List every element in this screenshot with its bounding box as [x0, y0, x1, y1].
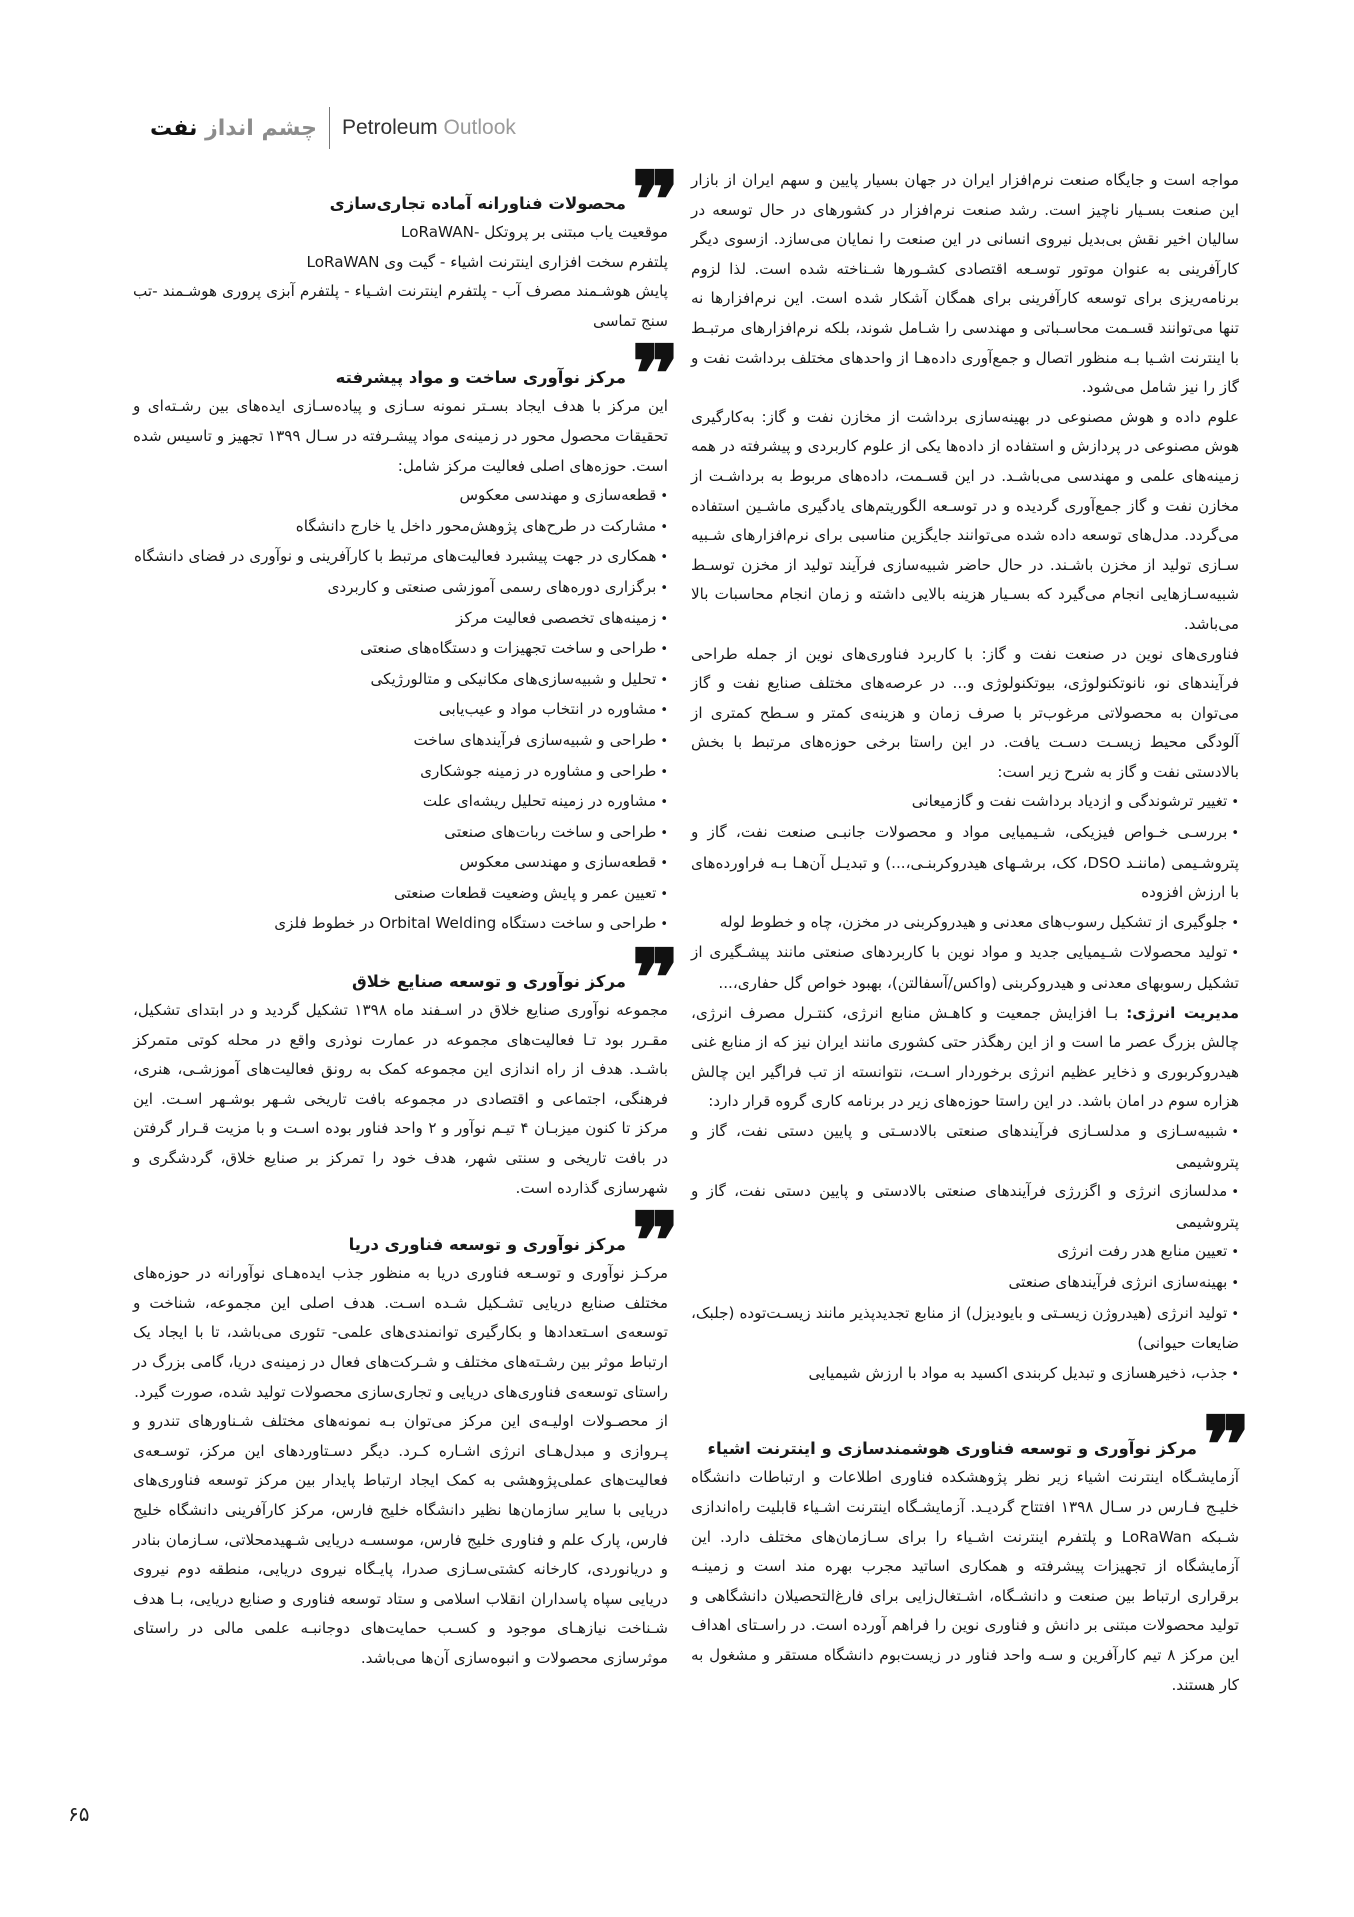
quote-icon: ❞: [631, 1196, 671, 1288]
bullet-icon: •: [660, 825, 668, 841]
list-item-text: قطعه‌سازی و مهندسی معکوس: [459, 853, 657, 872]
marine-section-heading: [133, 1196, 671, 1288]
list-item-text: قطعه‌سازی و مهندسی معکوس: [459, 486, 657, 505]
quote-icon: ❞: [1202, 1400, 1242, 1492]
section-title: مرکز نوآوری و توسعه فناوری دریا: [348, 1235, 627, 1255]
list-item: [133, 726, 668, 757]
list-item-text: تحلیل و شبیه‌سازی‌های مکانیکی و متالورژیکی: [370, 669, 657, 688]
list-item: [133, 665, 668, 696]
bullet-icon: •: [660, 703, 668, 719]
list-item-text: مشاوره در زمینه تحلیل ریشه‌ای علت: [422, 792, 657, 811]
list-item: [691, 1359, 1239, 1390]
list-item-text: شبیه‌سـازی و مدلسـازی فرآیندهای صنعتی بالادسـتی و پایین دستی نفت، گاز و پتروشیمی: [691, 1122, 1239, 1171]
bullet-icon: •: [1231, 1185, 1239, 1201]
list-item: [133, 634, 668, 665]
list-item-text: طراحی و ساخت ربات‌های صنعتی: [444, 822, 657, 841]
product-line: پلتفرم سخت افزاری اینترنت اشیاء - گیت وی LoRaWAN: [306, 252, 668, 271]
materials-paragraph: این مرکز با هدف ایجاد بسـتر نمونه سـازی و پیاده‌سـازی ایده‌های بین رشـته‌ای و تحقیقات محصول محور در زمینه‌ی مواد پیشـرفته در سـال ۱۳۹۹ تجهیز و تاسیس شده است. حوزه‌های اصلی فعالیت مرکز شامل:: [133, 397, 669, 475]
list-item-text: مدلسازی انرژی و اگزرژی فرآیندهای صنعتی بالادستی و پایین دستی نفت، گاز و پتروشیمی: [691, 1182, 1239, 1231]
list-item: [133, 848, 668, 879]
bullet-icon: •: [1231, 1306, 1239, 1322]
iot-paragraph: آزمایشـگاه اینترنت اشیاء زیر نظر پژوهشکده فناوری اطلاعات و ارتباطات دانشگاه خلیـج فـارس در سـال ۱۳۹۸ افتتاح گردیـد. آزمایشـگاه اینترنت اشـیاء قابلیت راه‌اندازی شـبکه LoRaWan و پلتفرم اینترنت اشـیاء را برای سـازمان‌های مختلف دارد. این آزمایشگاه از تجهیزات پیشرفته و همکاری اساتید مجرب بهره مند است و زمینـه برقراری ارتباط بین صنعت و دانشـگاه، اشـتغال‌زایی برای فارغ‌التحصیلان دانشگاهی و تولید محصولات مبتنی بر دانش و فناوری نوین را فراهم آورده است. در راسـتای اهداف این مرکز ۸ تیم کارآفرین و سـه واحد فناور در زیست‌بوم دانشگاه مستقر و مشغول به کار هستند.: [691, 1468, 1239, 1694]
bullet-icon: •: [1231, 826, 1239, 842]
list-item: [691, 1117, 1239, 1177]
list-item-text: جذب، ذخیرهسازی و تبدیل کربندی اکسید به مواد با ارزش شیمیایی: [808, 1363, 1228, 1382]
list-item-text: تولید محصولات شـیمیایی جدید و مواد نوین با کاربردهای صنعتی مانند پیشـگیری از تشکیل رسوبهای معدنی و هیدروکربنی (واکس/آسفالتن)، بهبود خواص گل حفاری،...: [691, 943, 1239, 993]
list-item: [133, 879, 668, 910]
list-item-text: برگزاری دوره‌های رسمی آموزشی صنعتی و کاربردی: [327, 577, 657, 596]
bullet-icon: •: [660, 917, 668, 933]
header-divider: [329, 107, 330, 149]
bullet-icon: •: [660, 550, 668, 566]
section-title: مرکز نوآوری و توسعه فناوری هوشمندسازی و اینترنت اشیاء: [707, 1439, 1198, 1459]
creative-paragraph: مجموعه نوآوری صنایع خلاق در اسـفند ماه ۱۳۹۸ تشکیل گردید و در ابتدای تشکیل، مقـرر بود تـا فعالیت‌های مجموعه در عمارت نوذری واقع در محله کوتی متمرکز باشـد. هدف از راه اندازی این مجموعه کمک به رونق فعالیت‌های آموزشـی، هنری، فرهنگی، اجتماعی و اقتصادی در مجموعه بافت تاریخی شـهر بوشـهر اسـت. این مرکز تا کنون میزبـان ۴ تیـم نوآور و ۲ واحد فناور بوده اسـت و با مزیت قـرار گرفتن در بافت تاریخی و سنتی شهر، هدف خود را تمرکز بر صنایع خلاق، گردشگری و شهرسازی گذارده است.: [133, 1001, 668, 1197]
section-title: محصولات فناورانه آماده تجاری‌سازی: [329, 194, 627, 213]
list-item: [133, 512, 668, 543]
product-line: پایش هوشـمند مصرف آب - پلتفرم اینترنت اشـیاء - پلتفرم آبزی پروری هوشـمند -تب سنج تماسی: [133, 282, 668, 330]
energy-paragraph: [691, 999, 1239, 1117]
list-item: [133, 757, 668, 788]
bullet-icon: •: [660, 733, 668, 749]
list-item-text: تعیین منابع هدر رفت انرژی: [1057, 1242, 1228, 1261]
list-item: [133, 818, 668, 849]
list-item: [133, 787, 668, 818]
list-item-text: مشارکت در طرح‌های پژوهش‌محور داخل یا خارج دانشگاه: [295, 516, 657, 535]
brand-english: [342, 116, 516, 140]
list-item: [133, 481, 668, 512]
marine-paragraph-1: مرکـز نوآوری و توسـعه فناوری دریا به منظور جذب ایده‌هـای نوآورانه در حوزه‌های مختلف صنایع دریایی تشـکیل شـده اسـت. هدف اصلی این مجموعه، شناخت و توسعه‌ی اسـتعدادها و بکارگیری توانمندی‌های علمی- تئوری می‌باشد، تا با ایجاد یک ارتباط موثر بین رشـته‌های مختلف و شـرکت‌های فعال در زمینه‌ی دریا، گامی بزرگ در راستای توسعه‌ی فناوری‌های دریایی و تجاری‌سازی محصولات تولید شده، صورت گیرد.: [133, 1264, 668, 1401]
list-item-text: طراحی و مشاوره در زمینه جوشکاری: [420, 761, 657, 780]
list-item: [691, 1177, 1239, 1237]
list-item: [691, 818, 1239, 908]
list-item-text: زمینه‌های تخصصی فعالیت مرکز: [456, 608, 657, 627]
list-item-text: جلوگیری از تشکیل رسوب‌های معدنی و هیدروکربنی در مخزن، چاه و خطوط لوله: [719, 912, 1228, 931]
bullet-icon: •: [660, 489, 668, 505]
new-tech-paragraph: فناوری‌های نوین در صنعت نفت و گاز: با کاربرد فناوری‌های نوین از جمله طراحی فرآیندهای نو، نانوتکنولوژی، بیوتکنولوژی و... در عرصه‌های مختلف صنایع نفت و گاز می‌توان به محصولاتی مرغوب‌تر با صرف زمان و هزینه‌ی کمتر و سـطح کمتری از آلودگی محیط زیسـت دسـت یافت. در این راستا برخی حوزه‌های مرتبط با بخش بالادستی نفت و گاز به شرح زیر است:: [691, 644, 1239, 781]
bullet-icon: •: [660, 764, 668, 780]
bullet-icon: •: [1231, 795, 1239, 811]
list-item-text: طراحی و ساخت دستگاه Orbital Welding در خطوط فلزی: [274, 914, 657, 933]
list-item: [691, 1268, 1239, 1299]
quote-icon: ❞: [631, 155, 671, 246]
ai-paragraph: علوم داده و هوش مصنوعی در بهینه‌سازی برداشت از مخازن نفت و گاز: به‌کارگیری هوش مصنوعی در پردازش و استفاده از داده‌ها یکی از علوم کاربردی و پیشرفته در همه زمینه‌های علمی و مهندسی می‌باشـد. در این قسـمت، داده‌های مربوط به برداشـت از مخازن نفت و گاز جمع‌آوری گردیده و در توسـعه الگوریتم‌های یادگیری ماشـین استفاده می‌گردد. مدل‌های توسعه داده شده می‌توانند جایگزین مناسبی برای نرم‌افزارهای شـبیه سـازی تولید از مخزن باشـند. در حال حاضر شبیه‌سازی فرآیند تولید از مخزن توسـط شبیه‌سـازهایی انجام می‌گیرد که بسـیار هزینه بالایی داشته و زمان انجام محاسبات بالا می‌باشد.: [691, 407, 1239, 633]
list-item: [133, 573, 668, 604]
list-item-text: همکاری در جهت پیشبرد فعالیت‌های مرتبط با کارآفرینی و نوآوری در فضای دانشگاه: [133, 547, 657, 566]
bullet-icon: •: [660, 856, 668, 872]
materials-list: [133, 481, 668, 940]
product-line: موقعیت یاب مبتنی بر پروتکل -LoRaWAN: [401, 223, 668, 241]
page-number: ۶۵: [68, 1802, 90, 1826]
list-item: [691, 787, 1239, 818]
section-title: مرکز نوآوری ساخت و مواد پیشرفته: [335, 368, 627, 388]
bullet-icon: •: [660, 642, 668, 658]
quote-icon: ❞: [631, 933, 671, 1025]
bullet-icon: •: [660, 795, 668, 811]
materials-section-heading: [133, 329, 671, 421]
bullet-icon: •: [660, 672, 668, 688]
section-title: مرکز نوآوری و توسعه صنایع خلاق: [352, 972, 627, 992]
list-item-text: تولید انرژی (هیدروژن زیسـتی و بایودیزل) از منابع تجدیدپذیر مانند زیسـت‌توده (جلبک، ضایعات حیوانی): [691, 1303, 1239, 1353]
list-item: [133, 542, 668, 573]
list-item: [133, 909, 668, 940]
bullet-icon: •: [1231, 1366, 1239, 1382]
brand-english-part1: Petroleum: [341, 116, 438, 139]
creative-section-heading: [133, 933, 671, 1025]
brand-persian-part1: چشم انداز: [205, 115, 317, 141]
list-item: [133, 604, 668, 635]
left-column: [133, 155, 671, 1674]
quote-icon: ❞: [631, 329, 671, 421]
list-item-text: طراحی و ساخت تجهیزات و دستگاه‌های صنعتی: [360, 639, 657, 658]
intro-paragraph: مواجه است و جایگاه صنعت نرم‌افزار ایران در جهان بسیار پایین و سهم ایران از بازار این صنعت بسـیار ناچیز است. رشد صنعت نرم‌افزار در کشورهای در حال توسعه در سالیان اخیر نقش بی‌بدیل نیروی انسانی در این صنعت را نمایان می‌سازد. ازسوی دیگر کارآفرینی به عنوان موتور توسـعه اقتصادی کشـورها شـناخته شده است. لذا لزوم برنامه‌ریزی برای توسعه کارآفرینی برای همگان آشکار شده است. این نرم‌افزارها نه تنها می‌توانند قسـمت محاسـباتی و مهندسی را شـامل شوند، بلکه نرم‌افزارهای مرتبـط با اینترنت اشـیا بـه منظور اتصال و جمع‌آوری داده‌هـا از واحدهای مختلف برداشت نفت و گاز را نیز شامل می‌شود.: [691, 171, 1239, 397]
list-item-text: طراحی و شبیه‌سازی فرآیندهای ساخت: [413, 730, 657, 749]
list-item: [691, 1237, 1239, 1268]
list-item-text: بهینه‌سازی انرژی فرآیندهای صنعتی: [1008, 1272, 1228, 1291]
bullet-icon: •: [1231, 1125, 1239, 1140]
list-item-text: بررسـی خـواص فیزیکی، شـیمیایی مواد و محصولات جانبـی صنعت نفت، گاز و پتروشـیمی (ماننـد DSO، کک، برشـهای هیدروکربنـی،...) و تبدیـل آن‌هـا بـه فراورده‌های با ارزش افزوده: [691, 823, 1239, 902]
spacer: [133, 940, 668, 954]
bullet-icon: •: [1231, 946, 1239, 962]
bullet-icon: •: [660, 886, 668, 902]
list-item: [691, 908, 1239, 939]
bullet-icon: •: [660, 580, 668, 596]
spacer: [133, 336, 668, 350]
right-column: [691, 166, 1242, 1700]
spacer: [691, 1389, 1239, 1421]
list-item: [691, 938, 1239, 998]
bullet-icon: •: [1231, 1275, 1239, 1291]
bullet-icon: •: [660, 611, 668, 627]
brand-persian: [150, 116, 317, 141]
energy-list: [691, 1117, 1239, 1389]
bullet-icon: •: [1231, 1245, 1239, 1261]
brand-persian-part2: نفت: [150, 115, 198, 141]
new-tech-list: [691, 787, 1239, 998]
list-item-text: تعیین عمر و پایش وضعیت قطعات صنعتی: [394, 883, 657, 902]
energy-text: بـا افزایش جمعیت و کاهـش منابع انرژی، کنتـرل مصرف انرژی، چالش بزرگ عصر ما است و از این رهگذر حتی کشوری مانند ایران نیز که از منابع غنی هیدروکربوری و ذخایر عظیم انرژی برخوردار اسـت، نتوانسته از تب فراگیر این چالش هزاره سوم در امان باشد. در این راستا حوزه‌های زیر در برنامه کاری گروه قرار دارد:: [691, 1003, 1239, 1111]
bullet-icon: •: [1231, 915, 1239, 931]
page-header: [150, 108, 516, 148]
bullet-icon: •: [660, 519, 668, 535]
list-item-text: تغییر ترشوندگی و ازدیاد برداشت نفت و گازمیعانی: [911, 792, 1228, 811]
list-item: [691, 1299, 1239, 1359]
list-item: [133, 695, 668, 726]
iot-section-heading: [691, 1400, 1242, 1492]
energy-label: مدیریت انرژی:: [1126, 1003, 1239, 1022]
spacer: [133, 1203, 668, 1217]
marine-paragraph-2: از محصـولات اولیـه‌ی این مرکز می‌توان بـه نمونه‌های مختلف شـناورهای تندرو و پـروازی و مبدل‌هـای انرژی اشـاره کـرد. دیگر دسـتاوردهای این مرکز، توسـعه‌ی فعالیت‌های عملی‌پژوهشی به کمک ایجاد ارتباط پایدار بین مرکز توسعه فناوری‌های دریایی با سایر سازمان‌ها نظیر دانشگاه خلیج فارس، مرکز کارآفرینی دانشگاه خلیج فارس، پارک علم و فناوری خلیج فارس، موسسـه دریایی شـهیدمحلاتی، سـازمان بنادر و دریانوردی، کارخانه کشتی‌سـازی صدرا، پایـگاه نیروی دریایی، منطقه دوم نیروی دریایی سپاه پاسداران انقلاب اسلامی و ستاد توسعه فناوری و صنایع دریایی، بـا هدف شـناخت نیازهـای موجود و کسـب حمایت‌های دوجانبـه علمی مالی در راستای موثرسازی محصولات و انبوه‌سازی آن‌ها می‌باشد.: [133, 1412, 668, 1667]
brand-english-part2: Outlook: [443, 116, 516, 139]
list-item-text: مشاوره در انتخاب مواد و عیب‌یابی: [438, 700, 657, 719]
